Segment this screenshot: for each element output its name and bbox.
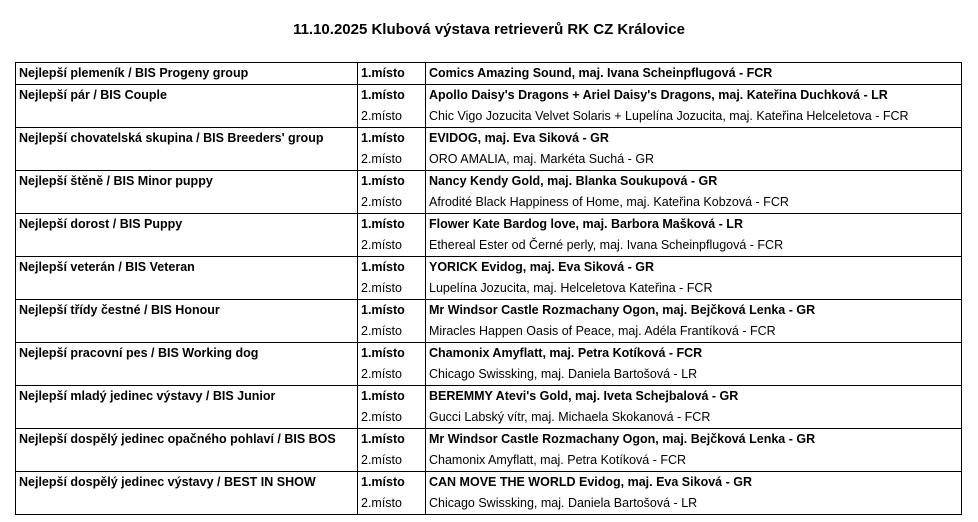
winner-first: Flower Kate Bardog love, maj. Barbora Mašková - LR: [429, 217, 743, 231]
place-cell: [358, 128, 426, 171]
category-label: Nejlepší dospělý jedinec opačného pohlaví / BIS BOS: [16, 429, 358, 472]
place-first-label: 1.místo: [361, 88, 405, 102]
place-second-label: 2.místo: [361, 152, 402, 166]
place-first-label: 1.místo: [361, 432, 405, 446]
place-label: 1.místo: [358, 63, 426, 85]
category-label: Nejlepší mladý jedinec výstavy / BIS Junior: [16, 386, 358, 429]
category-label: Nejlepší plemeník / BIS Progeny group: [16, 63, 358, 85]
place-cell: [358, 386, 426, 429]
place-first-label: 1.místo: [361, 346, 405, 360]
winner-second: Gucci Labský vítr, maj. Michaela Skokanová - FCR: [429, 410, 711, 424]
place-second-label: 2.místo: [361, 324, 402, 338]
category-label: Nejlepší pár / BIS Couple: [16, 85, 358, 128]
winner-first: Mr Windsor Castle Rozmachany Ogon, maj. Bejčková Lenka - GR: [429, 432, 816, 446]
table-row: [16, 386, 962, 429]
place-first-label: 1.místo: [361, 217, 405, 231]
place-first-label: 1.místo: [361, 303, 405, 317]
place-second-label: 2.místo: [361, 238, 402, 252]
winner-first: EVIDOG, maj. Eva Siková - GR: [429, 131, 609, 145]
place-first-label: 1.místo: [361, 389, 405, 403]
winner-first: Nancy Kendy Gold, maj. Blanka Soukupová - GR: [429, 174, 718, 188]
table-row: [16, 214, 962, 257]
place-second-label: 2.místo: [361, 367, 402, 381]
winner-first: Apollo Daisy's Dragons + Ariel Daisy's Dragons, maj. Kateřina Duchková - LR: [429, 88, 888, 102]
page-title: 11.10.2025 Klubová výstava retrieverů RK CZ Královice: [293, 21, 685, 38]
winner-cell: [426, 214, 962, 257]
place-second-label: 2.místo: [361, 453, 402, 467]
category-label: Nejlepší chovatelská skupina / BIS Breeders' group: [16, 128, 358, 171]
place-cell: [358, 214, 426, 257]
category-label: Nejlepší dorost / BIS Puppy: [16, 214, 358, 257]
winner-second: Chicago Swissking, maj. Daniela Bartošová - LR: [429, 367, 698, 381]
category-label: Nejlepší pracovní pes / BIS Working dog: [16, 343, 358, 386]
place-cell: [358, 300, 426, 343]
table-row: [16, 429, 962, 472]
table-row: [16, 128, 962, 171]
place-cell: [358, 257, 426, 300]
category-label: Nejlepší třídy čestné / BIS Honour: [16, 300, 358, 343]
place-first-label: 1.místo: [361, 260, 405, 274]
category-label: Nejlepší veterán / BIS Veteran: [16, 257, 358, 300]
place-second-label: 2.místo: [361, 410, 402, 424]
winner-cell: [426, 429, 962, 472]
winner-second: Lupelína Jozucita, maj. Helceletova Kateřina - FCR: [429, 281, 713, 295]
place-cell: [358, 429, 426, 472]
category-label: Nejlepší dospělý jedinec výstavy / BEST IN SHOW: [16, 472, 358, 515]
place-cell: [358, 343, 426, 386]
table-row: [16, 472, 962, 515]
winner-first: Chamonix Amyflatt, maj. Petra Kotíková - FCR: [429, 346, 703, 360]
winner-cell: [426, 343, 962, 386]
winner-cell: [426, 300, 962, 343]
winner-first: CAN MOVE THE WORLD Evidog, maj. Eva Siková - GR: [429, 475, 752, 489]
winner-cell: [426, 386, 962, 429]
place-second-label: 2.místo: [361, 281, 402, 295]
winner-cell: [426, 85, 962, 128]
table-row: [16, 343, 962, 386]
place-first-label: 1.místo: [361, 131, 405, 145]
winner-first: BEREMMY Atevi's Gold, maj. Iveta Schejbalová - GR: [429, 389, 739, 403]
place-second-label: 2.místo: [361, 109, 402, 123]
place-first-label: 1.místo: [361, 475, 405, 489]
place-cell: [358, 85, 426, 128]
table-row: [16, 257, 962, 300]
winner-first: Mr Windsor Castle Rozmachany Ogon, maj. Bejčková Lenka - GR: [429, 303, 816, 317]
winner-cell: [426, 171, 962, 214]
winner-cell: [426, 257, 962, 300]
place-cell: [358, 171, 426, 214]
winner-second: Ethereal Ester od Černé perly, maj. Ivana Scheinpflugová - FCR: [429, 238, 784, 252]
winner-cell: [426, 472, 962, 515]
table-row: [16, 300, 962, 343]
place-cell: [358, 472, 426, 515]
category-label: Nejlepší štěně / BIS Minor puppy: [16, 171, 358, 214]
place-second-label: 2.místo: [361, 496, 402, 510]
place-second-label: 2.místo: [361, 195, 402, 209]
winner-first: YORICK Evidog, maj. Eva Siková - GR: [429, 260, 655, 274]
winner-second: Afrodité Black Happiness of Home, maj. Kateřina Kobzová - FCR: [429, 195, 789, 209]
winner-second: Chic Vigo Jozucita Velvet Solaris + Lupelína Jozucita, maj. Kateřina Helceletova - FCR: [429, 109, 909, 123]
place-first-label: 1.místo: [361, 174, 405, 188]
table-row: [16, 171, 962, 214]
winner-second: ORO AMALIA, maj. Markéta Suchá - GR: [429, 152, 655, 166]
winner-second: Chicago Swissking, maj. Daniela Bartošová - LR: [429, 496, 698, 510]
winner-second: Chamonix Amyflatt, maj. Petra Kotíková - FCR: [429, 453, 687, 467]
winner-cell: [426, 128, 962, 171]
winner-second: Miracles Happen Oasis of Peace, maj. Adéla Frantíková - FCR: [429, 324, 776, 338]
results-table: [15, 62, 962, 515]
table-row: [16, 63, 962, 85]
winner-first: Comics Amazing Sound, maj. Ivana Scheinpflugová - FCR: [426, 63, 962, 85]
table-row: [16, 85, 962, 128]
